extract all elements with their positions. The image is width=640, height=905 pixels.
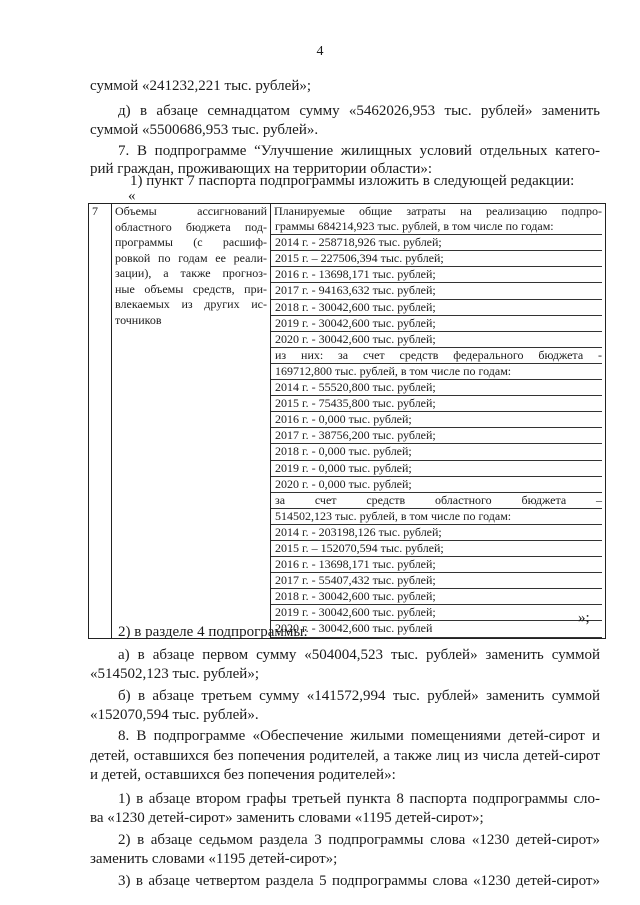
- amount-line: 2020 г. - 30042,600 тыс. рублей;: [270, 332, 602, 348]
- page-number: 4: [316, 44, 324, 59]
- paragraph-line: 3) в абзаце четвертом раздела 5 подпрограммы слова «1230 детей-сирот»: [118, 873, 600, 889]
- passport-table: [88, 203, 606, 639]
- label-line: точников: [115, 312, 162, 327]
- amount-line: 2018 г. - 0,000 тыс. рублей;: [270, 444, 602, 460]
- paragraph-line: суммой «241232,221 тыс. рублей»;: [90, 78, 312, 94]
- label-line: зации), а также прогноз-: [115, 266, 267, 280]
- paragraph-line: д) в абзаце семнадцатом сумму «5462026,953 тыс. рублей» заменить: [118, 103, 600, 119]
- label-line: влекаемых из других ис-: [115, 297, 267, 311]
- label-line: ровкой по годам ее реали-: [115, 250, 267, 265]
- paragraph-line: суммой «5500686,953 тыс. рублей».: [90, 122, 319, 138]
- amount-line: 2020 г. - 0,000 тыс. рублей;: [270, 477, 602, 493]
- amount-line: 2016 г. - 13698,171 тыс. рублей;: [270, 267, 602, 283]
- paragraph-line: заменить словами «1195 детей-сирот»;: [90, 851, 338, 867]
- paragraph-line: ва «1230 детей-сирот» заменить словами «1195 детей-сирот»;: [90, 810, 484, 826]
- amount-line: 2016 г. - 0,000 тыс. рублей;: [270, 412, 602, 428]
- amount-line: 2015 г. – 227506,394 тыс. рублей;: [270, 251, 602, 267]
- quote-open: «: [128, 188, 136, 204]
- paragraph-line: 2) в разделе 4 подпрограммы:: [118, 624, 308, 640]
- amount-line: 2017 г. - 55407,432 тыс. рублей;: [270, 573, 602, 589]
- amount-line: 2019 г. - 0,000 тыс. рублей;: [270, 461, 602, 477]
- amounts-cell: [271, 204, 606, 639]
- quote-close: »;: [578, 610, 590, 626]
- label-line: программы (с расшиф-: [115, 235, 267, 249]
- amount-line: 2016 г. - 13698,171 тыс. рублей;: [270, 557, 602, 573]
- amount-line: Планируемые общие затраты на реализацию подпро-: [274, 204, 602, 218]
- amount-line: из них: за счет средств федерального бюджета -: [270, 348, 602, 364]
- amount-line: 2015 г. – 152070,594 тыс. рублей;: [270, 541, 602, 557]
- paragraph-line: 8. В подпрограмме «Обеспечение жилыми помещениями детей-сирот и: [118, 728, 600, 744]
- amount-line: 2018 г. - 30042,600 тыс. рублей;: [270, 300, 602, 316]
- paragraph-line: 1) в абзаце втором графы третьей пункта 8 паспорта подпрограммы сло-: [118, 791, 600, 807]
- label-line: областного бюджета под-: [115, 219, 267, 234]
- paragraph-line: «152070,594 тыс. рублей».: [90, 707, 259, 723]
- row-number-cell: [89, 204, 112, 639]
- label-cell: [112, 204, 271, 639]
- amount-line: за счет средств областного бюджета –: [270, 493, 602, 509]
- paragraph-line: и детей, оставшихся без попечения родителей»:: [90, 767, 396, 783]
- amount-line: 2014 г. - 203198,126 тыс. рублей;: [270, 525, 602, 541]
- amount-line: 169712,800 тыс. рублей, в том числе по годам:: [270, 364, 602, 380]
- amount-line: 2019 г. - 30042,600 тыс. рублей;: [270, 605, 602, 621]
- amount-line: 514502,123 тыс. рублей, в том числе по годам:: [270, 509, 602, 525]
- row-number: 7: [92, 204, 98, 218]
- paragraph-line: б) в абзаце третьем сумму «141572,994 тыс. рублей» заменить суммой: [118, 688, 600, 704]
- amount-line: 2019 г. - 30042,600 тыс. рублей;: [270, 316, 602, 332]
- amount-line: 2018 г. - 30042,600 тыс. рублей;: [270, 589, 602, 605]
- label-line: Объемы ассигнований: [115, 204, 267, 218]
- label-line: ные объемы средств, при-: [115, 281, 267, 296]
- paragraph-line: рий граждан, проживающих на территории области»:: [90, 161, 433, 177]
- paragraph-line: детей, оставшихся без попечения родителей, а также лиц из числа детей-сирот: [90, 748, 600, 764]
- amount-line: граммы 684214,923 тыс. рублей, в том числе по годам:: [270, 219, 602, 235]
- paragraph-line: а) в абзаце первом сумму «504004,523 тыс. рублей» заменить суммой: [118, 647, 600, 663]
- amount-line: 2017 г. - 94163,632 тыс. рублей;: [270, 283, 602, 299]
- paragraph-line: 2) в абзаце седьмом раздела 3 подпрограммы слова «1230 детей-сирот»: [118, 832, 600, 848]
- table-row: [89, 204, 606, 639]
- amount-line: 2017 г. - 38756,200 тыс. рублей;: [270, 428, 602, 444]
- amount-line: 2014 г. - 258718,926 тыс. рублей;: [270, 235, 602, 251]
- amount-line: 2015 г. - 75435,800 тыс. рублей;: [270, 396, 602, 412]
- paragraph-line: 1) пункт 7 паспорта подпрограммы изложить в следующей редакции:: [130, 173, 575, 189]
- amount-line: 2020 г. - 30042,600 тыс. рублей: [270, 621, 602, 637]
- paragraph-line: 7. В подпрограмме “Улучшение жилищных условий отдельных катего-: [118, 143, 600, 159]
- paragraph-line: «514502,123 тыс. рублей»;: [90, 666, 259, 682]
- amount-line: 2014 г. - 55520,800 тыс. рублей;: [270, 380, 602, 396]
